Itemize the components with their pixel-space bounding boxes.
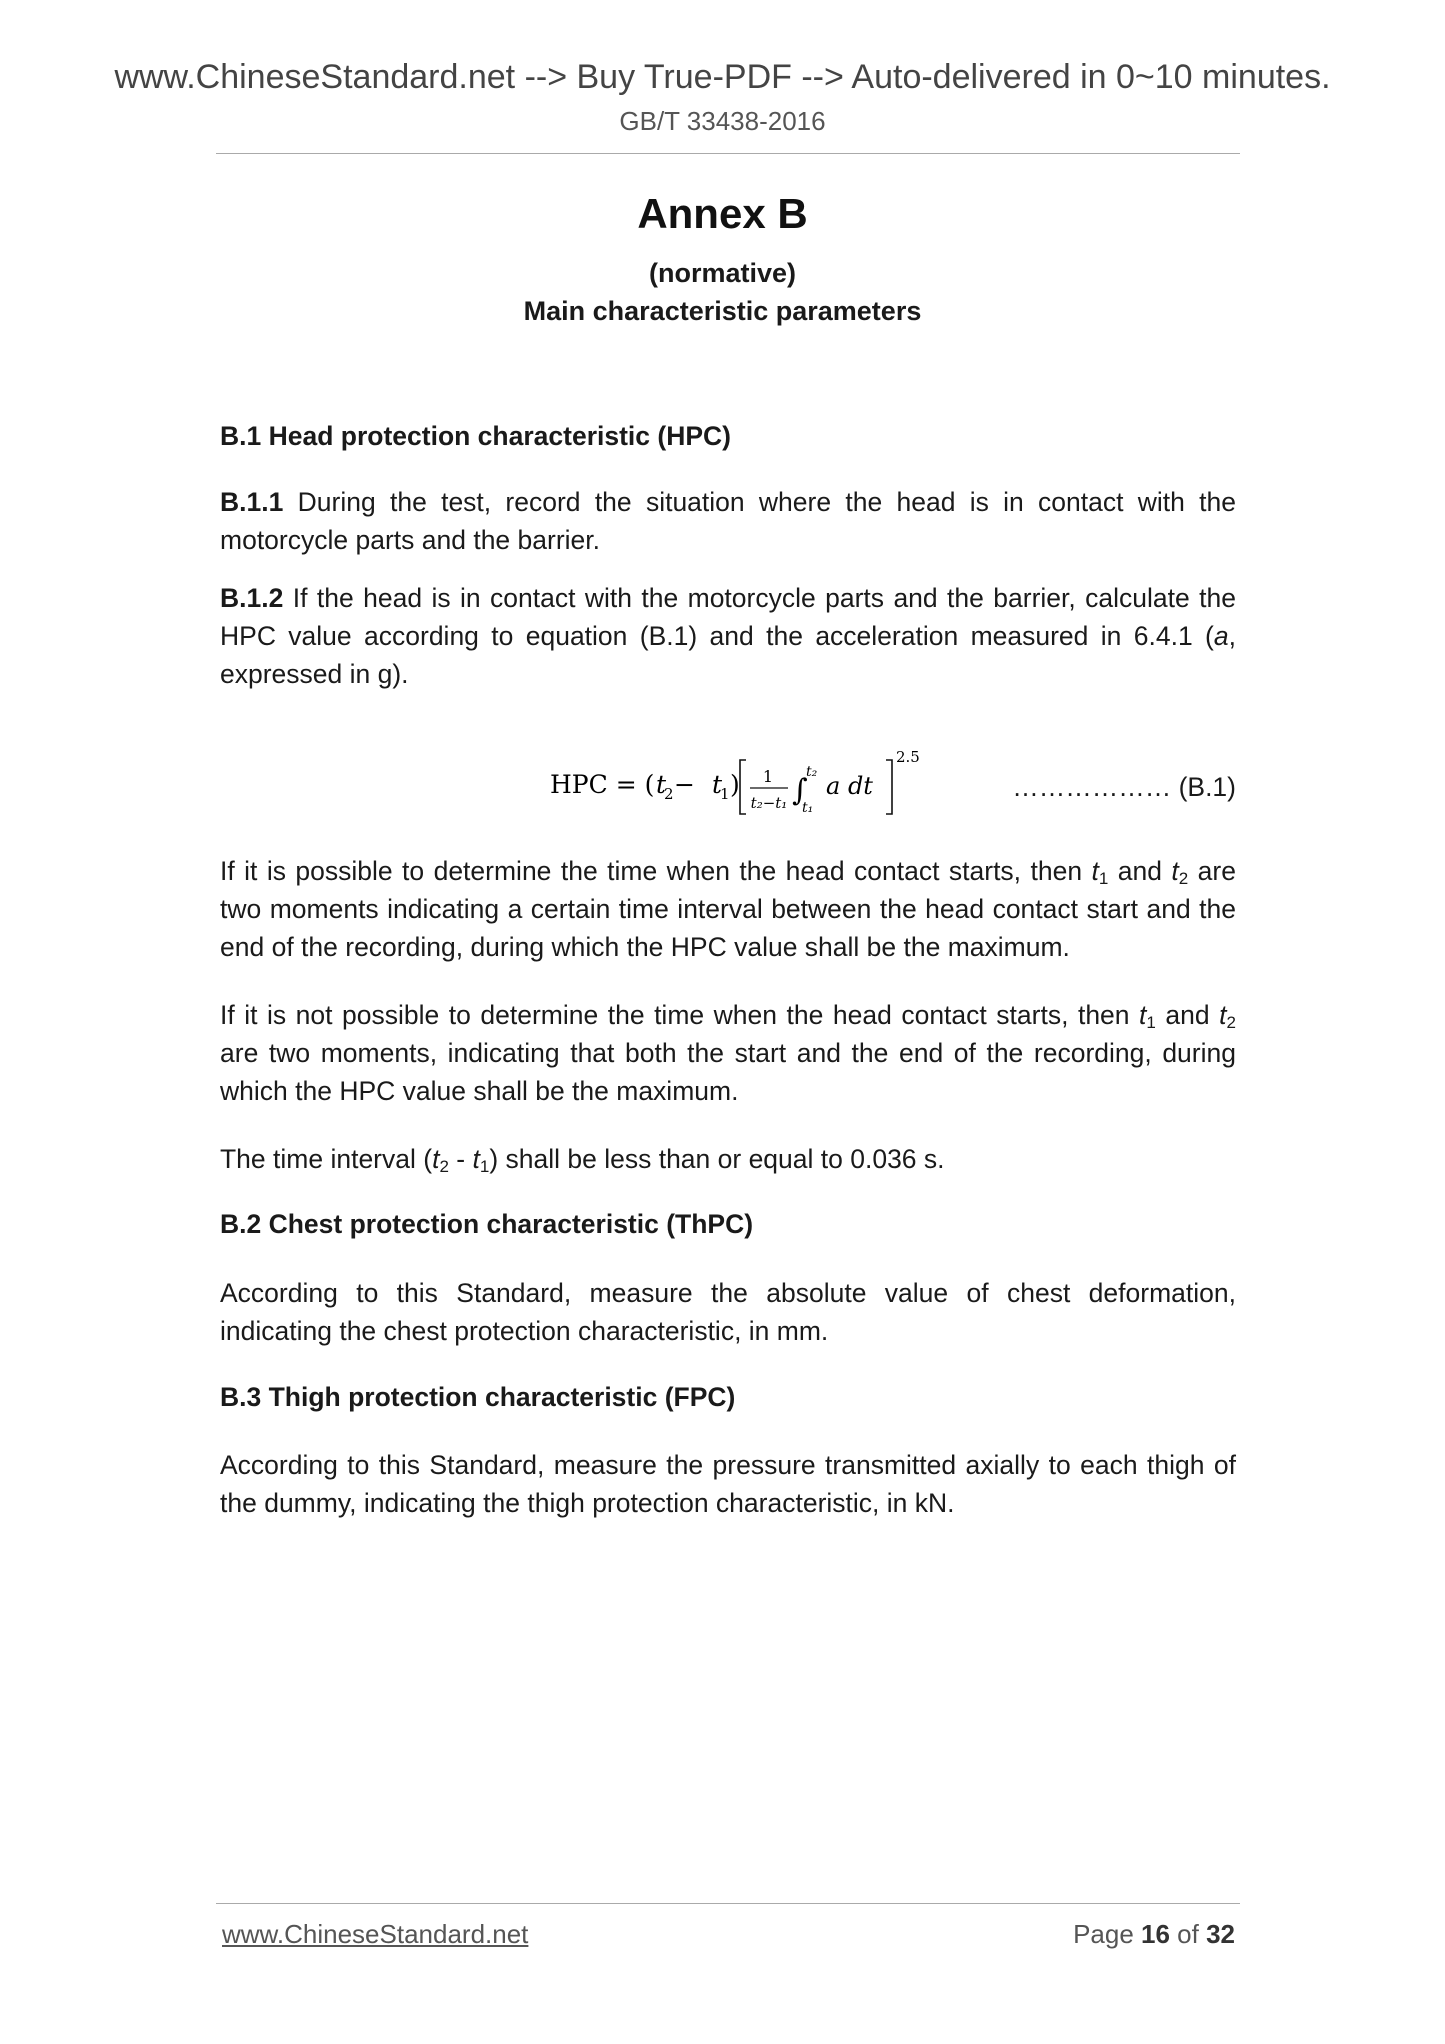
eq-exponent: 2.5 <box>896 748 920 766</box>
paragraph-text: ) shall be less than or equal to 0.036 s. <box>489 1144 945 1174</box>
eq-t1: t <box>712 770 723 799</box>
paragraph-b1-p1 <box>220 852 1236 966</box>
paragraph-text: and <box>1108 856 1172 886</box>
subscript: 2 <box>439 1157 449 1176</box>
footer-divider <box>216 1903 1240 1904</box>
eq-upper-limit: t₂ <box>806 764 818 780</box>
page-indicator <box>1073 1919 1235 1950</box>
eq-left-bracket <box>740 760 746 814</box>
paragraph-text: If it is not possible to determine the time when the head contact starts, then <box>220 1000 1140 1030</box>
variable-t: t <box>432 1144 440 1174</box>
section-heading-b2: B.2 Chest protection characteristic (ThPC) <box>220 1209 754 1239</box>
paragraph-text: are two moments indicating a certain time interval between the head contact start and the end of the recording, during which the HPC value shall be the maximum. <box>220 856 1236 962</box>
page-current: 16 <box>1141 1919 1170 1949</box>
section-heading-b1: B.1 Head protection characteristic (HPC) <box>220 421 731 451</box>
paragraph-text: are two moments, indicating that both the start and the end of the recording, during which the HPC value shall be the maximum. <box>220 1038 1236 1106</box>
paragraph-b3: According to this Standard, measure the pressure transmitted axially to each thigh of the dummy, indicating the thigh protection characteristic, in kN. <box>220 1450 1236 1518</box>
paragraph-b1-p2 <box>220 996 1236 1110</box>
annex-subtitle: Main characteristic parameters <box>523 296 922 326</box>
subscript: 1 <box>1098 869 1109 888</box>
annex-title: Annex B <box>637 190 808 237</box>
document-code: GB/T 33438-2016 <box>619 106 826 136</box>
section-heading-b3: B.3 Thigh protection characteristic (FPC) <box>220 1382 736 1412</box>
variable-t: t <box>1139 1000 1147 1030</box>
annex-type: (normative) <box>648 258 797 288</box>
page-label: Page <box>1073 1919 1142 1949</box>
eq-t2-sub: 2 <box>664 785 674 803</box>
subscript: 1 <box>1146 1013 1156 1032</box>
clause-text: If the head is in contact with the motorcycle parts and the barrier, calculate the HPC value according to equation (B.1) and the acceleration measured in 6.4.1 ( <box>220 583 1236 651</box>
paragraph-text: - <box>448 1144 473 1174</box>
clause-text: During the test, record the situation where the head is in contact with the motorcycle parts and the barrier. <box>220 487 1236 555</box>
subscript: 2 <box>1178 869 1189 888</box>
clause-text: , expressed in g). <box>220 621 1236 689</box>
eq-close-paren: ) <box>730 770 740 799</box>
header-divider <box>216 153 1240 154</box>
variable-t: t <box>472 1144 480 1174</box>
equation-number: ……………… (B.1) <box>1012 772 1236 802</box>
eq-frac-num: 1 <box>762 767 774 786</box>
paragraph-b2: According to this Standard, measure the absolute value of chest deformation, indicating the chest protection characteristic, in mm. <box>220 1278 1236 1346</box>
footer-site-link[interactable]: www.ChineseStandard.net <box>222 1919 529 1949</box>
variable-t: t <box>1219 1000 1227 1030</box>
eq-integral-sign: ∫ <box>792 773 808 808</box>
subscript: 2 <box>1226 1013 1236 1032</box>
paragraph-text: The time interval ( <box>220 1144 433 1174</box>
eq-integrand: a dt <box>826 772 873 800</box>
eq-right-bracket <box>886 760 892 814</box>
page-total: 32 <box>1206 1919 1235 1949</box>
variable-t: t <box>1171 856 1179 886</box>
eq-lower-limit: t₁ <box>802 800 814 816</box>
paragraph-b1-p3 <box>220 1140 1236 1178</box>
eq-t2: t <box>656 770 667 799</box>
variable-t: t <box>1091 856 1099 886</box>
clause-b1-2 <box>220 579 1236 693</box>
clause-b1-1 <box>220 483 1236 559</box>
eq-t1-sub: 1 <box>720 785 730 803</box>
paragraph-text: If it is possible to determine the time when the head contact starts, then <box>220 856 1092 886</box>
eq-frac-den: t₂−t₁ <box>750 794 788 812</box>
eq-lhs: HPC = ( <box>550 770 655 799</box>
variable-a: a <box>1213 621 1229 651</box>
header-banner[interactable]: www.ChineseStandard.net --> Buy True-PDF --> Auto-delivered in 0~10 minutes. <box>114 58 1331 96</box>
eq-minus: − <box>674 770 695 799</box>
paragraph-text: and <box>1155 1000 1220 1030</box>
page-of: of <box>1169 1919 1207 1949</box>
subscript: 1 <box>479 1157 490 1176</box>
equation-formula <box>550 748 950 828</box>
clause-number: B.1.2 <box>220 583 284 613</box>
clause-number: B.1.1 <box>220 487 284 517</box>
equation-b1 <box>220 748 1236 828</box>
